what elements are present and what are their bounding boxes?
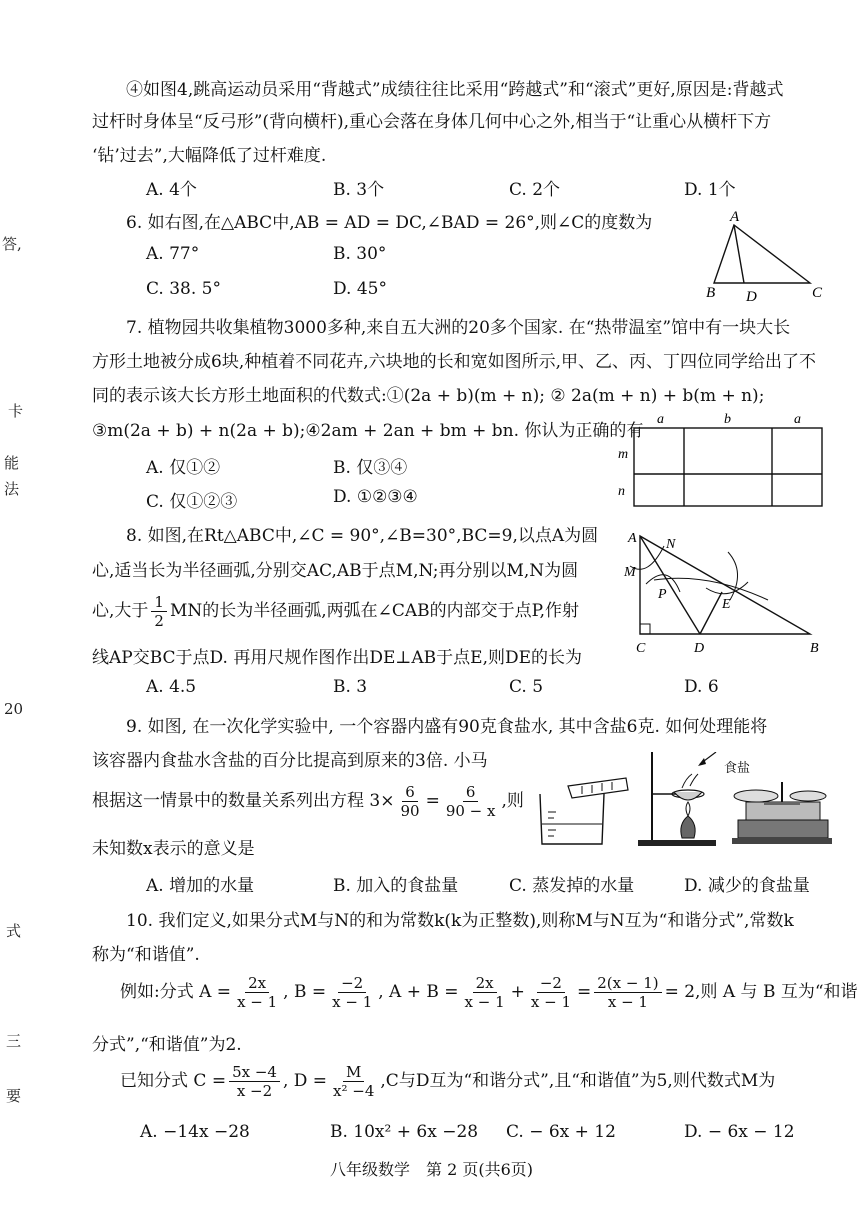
margin-text-6: 式 [6,922,22,940]
q7-grid-label-top-a2: a [794,412,801,427]
q9-f2-num: 6 [463,783,479,802]
q9-salt-label: 食盐 [724,760,751,775]
q8-option-d: D. 6 [684,677,719,697]
q6-option-d: D. 45° [333,279,387,299]
q9-option-c: C. 蒸发掉的水量 [509,876,635,896]
q5-item4-line1: ④如图4,跳高运动员采用“背越式”成绩往往比采用“跨越式”和“滚式”更好,原因是:背越式 [126,80,784,100]
q10-ex-frac3 [462,974,508,1011]
q10-ex-f3-num: 2x [473,974,497,993]
q10-ex-b: , B = [283,982,327,1002]
q10-ex-f5-den: x − 1 [607,993,648,1011]
margin-text-3: 能 [4,454,20,472]
q8-label-e: E [722,597,731,612]
q8-option-a: A. 4.5 [146,677,197,697]
q5-option-b: B. 3个 [333,180,385,200]
balance-scale-icon [732,782,832,844]
q10-example [120,974,858,1011]
q10-ex-f4-den: x − 1 [530,993,571,1011]
q7-grid-label-top-a1: a [657,412,664,427]
q10-given-c: ,C与D互为“和谐分式”,且“和谐值”为5,则代数式M为 [380,1071,776,1091]
q9-fraction-2 [443,783,499,820]
q7-line3: 同的表示该大长方形土地面积的代数式:①(2a + b)(m + n); ② 2a(m + n) + b(m + n); [92,386,765,406]
q9-f2-den: 90 − x [445,802,496,820]
q10-option-c: C. − 6x + 12 [506,1122,616,1142]
q10-ex-a: 例如:分式 A = [120,982,232,1002]
q10-ex-f2-den: x − 1 [332,993,373,1011]
q8-half-den: 2 [154,612,164,630]
q7-grid-label-top-b: b [724,412,731,427]
page-footer: 八年级数学 第 2 页(共6页) [330,1160,534,1179]
q9-line3-a: 根据这一情景中的数量关系列出方程 3× [92,791,395,811]
q6-label-c: C [812,285,823,301]
q9-fraction-1 [397,783,422,820]
q10-line4: 分式”,“和谐值”为2. [92,1035,242,1055]
q6-label-a: A [730,209,740,225]
q6-option-a: A. 77° [146,244,200,264]
q7-option-a: A. 仅①② [146,458,221,478]
q10-ex-plus: + [510,982,525,1002]
q10-ex-frac1 [234,974,280,1011]
q7-option-d: D. ①②③④ [333,487,418,507]
margin-text-5: 20 [4,700,24,718]
q10-ex-frac5 [594,974,661,1011]
margin-text-1: 答, [2,235,22,253]
q6-stem: 6. 如右图,在△ABC中,AB = AD = DC,∠BAD = 26°,则∠C的度数为 [126,213,653,233]
q9-option-d: D. 减少的食盐量 [684,876,810,896]
margin-text-2: 卡 [8,402,24,420]
q10-ex-f1-num: 2x [245,974,269,993]
q10-line2: 称为“和谐值”. [92,945,200,965]
q10-ex-frac4 [528,974,574,1011]
q9-f1-den: 90 [400,802,420,820]
q8-line4: 线AP交BC于点D. 再用尺规作图作出DE⊥AB于点E,则DE的长为 [92,648,583,668]
q8-option-c: C. 5 [509,677,544,697]
q10-ex-f1-den: x − 1 [237,993,278,1011]
q10-given-frac2 [330,1063,377,1100]
q9-line1: 9. 如图, 在一次化学实验中, 一个容器内盛有90克食盐水, 其中含盐6克. 如何处理能将 [126,717,768,737]
q9-equals: = [425,791,440,811]
q8-line3-b: MN的长为半径画弧,两弧在∠CAB的内部交于点P,作射 [169,601,580,621]
q8-label-n: N [666,537,676,552]
q9-line2: 该容器内食盐水含盐的百分比提高到原来的3倍. 小马 [92,751,488,771]
q10-given [120,1063,775,1100]
q10-ex-f5-num: 2(x − 1) [594,974,661,993]
q5-item4-line3: ‘钻’过去”,大幅降低了过杆难度. [92,146,327,166]
q10-ex-f2-num: −2 [338,974,366,993]
q9-line3 [92,783,524,820]
q6-label-b: B [706,285,716,301]
q8-line3 [92,593,579,630]
q10-option-d: D. − 6x − 12 [684,1122,795,1142]
q10-line1: 10. 我们定义,如果分式M与N的和为常数k(k为正整数),则称M与N互为“和谐分式”,常数k [126,911,794,931]
q8-line1: 8. 如图,在Rt△ABC中,∠C = 90°,∠B=30°,BC=9,以点A为圆 [126,526,599,546]
q7-grid-label-n: n [618,484,625,499]
q8-line3-a: 心,大于 [92,601,149,621]
q10-ex-c: , A + B = [378,982,459,1002]
q7-line2: 方形土地被分成6块,种植着不同花卉,六块地的长和宽如图所示,甲、乙、丙、丁四位同学给出了不 [92,352,817,372]
q7-line4: ③m(2a + b) + n(2a + b);④2am + 2an + bm + bn. 你认为正确的有 [92,421,644,441]
q9-f1-num: 6 [402,783,418,802]
q8-label-c: C [636,641,646,656]
q9-line3-b: ,则 [501,791,524,811]
q6-option-c: C. 38. 5° [146,279,221,299]
q6-label-d: D [746,289,757,305]
q10-given-frac1 [229,1063,280,1100]
q6-triangle-figure [700,205,830,305]
q10-ex-f4-num: −2 [537,974,565,993]
q7-line1: 7. 植物园共收集植物3000多种,来自五大洲的20多个国家. 在“热带温室”馆中有一块大长 [126,318,791,338]
q8-label-p: P [658,587,667,602]
q5-option-a: A. 4个 [146,180,197,200]
q9-option-a: A. 增加的水量 [146,876,255,896]
q10-ex-end: = 2,则 A 与 B 互为“和谐 [664,982,858,1002]
q10-g-f2-den: x² −4 [333,1082,375,1100]
q10-ex-f3-den: x − 1 [464,993,505,1011]
q9-lab-illustration [532,752,832,852]
q8-half-fraction [151,593,167,630]
q6-option-b: B. 30° [333,244,387,264]
q10-given-b: , D = [282,1071,328,1091]
q8-option-b: B. 3 [333,677,368,697]
q7-option-c: C. 仅①②③ [146,492,238,512]
q7-grid-label-m: m [618,447,629,462]
margin-text-4: 法 [4,480,20,498]
q7-grid-figure [612,408,827,513]
q8-construction-figure [618,522,833,662]
q10-ex-frac2 [329,974,375,1011]
q10-g-f1-den: x −2 [236,1082,273,1100]
q9-option-b: B. 加入的食盐量 [333,876,459,896]
margin-text-7: 三 [6,1032,22,1050]
q5-item4-line2: 过杆时身体呈“反弓形”(背向横杆),重心会落在身体几何中心之外,相当于“让重心从横杆下方 [92,112,772,132]
q8-line2: 心,适当长为半径画弧,分别交AC,AB于点M,N;再分别以M,N为圆 [92,561,579,581]
q10-g-f1-num: 5x −4 [229,1063,280,1082]
q5-option-d: D. 1个 [684,180,736,200]
q5-option-c: C. 2个 [509,180,561,200]
q8-label-a: A [628,531,637,546]
q10-ex-eq: = [576,982,592,1002]
q10-g-f2-num: M [343,1063,364,1082]
burner-icon [681,816,695,838]
q8-half-num: 1 [151,593,167,612]
q10-option-b: B. 10x² + 6x −28 [330,1122,479,1142]
q8-label-d: D [694,641,705,656]
q8-label-m: M [624,565,636,580]
q8-label-b: B [810,641,819,656]
q10-option-a: A. −14x −28 [140,1122,250,1142]
margin-text-8: 要 [6,1087,22,1105]
q7-option-b: B. 仅③④ [333,458,408,478]
q9-line4: 未知数x表示的意义是 [92,839,255,859]
q10-given-a: 已知分式 C = [120,1071,227,1091]
